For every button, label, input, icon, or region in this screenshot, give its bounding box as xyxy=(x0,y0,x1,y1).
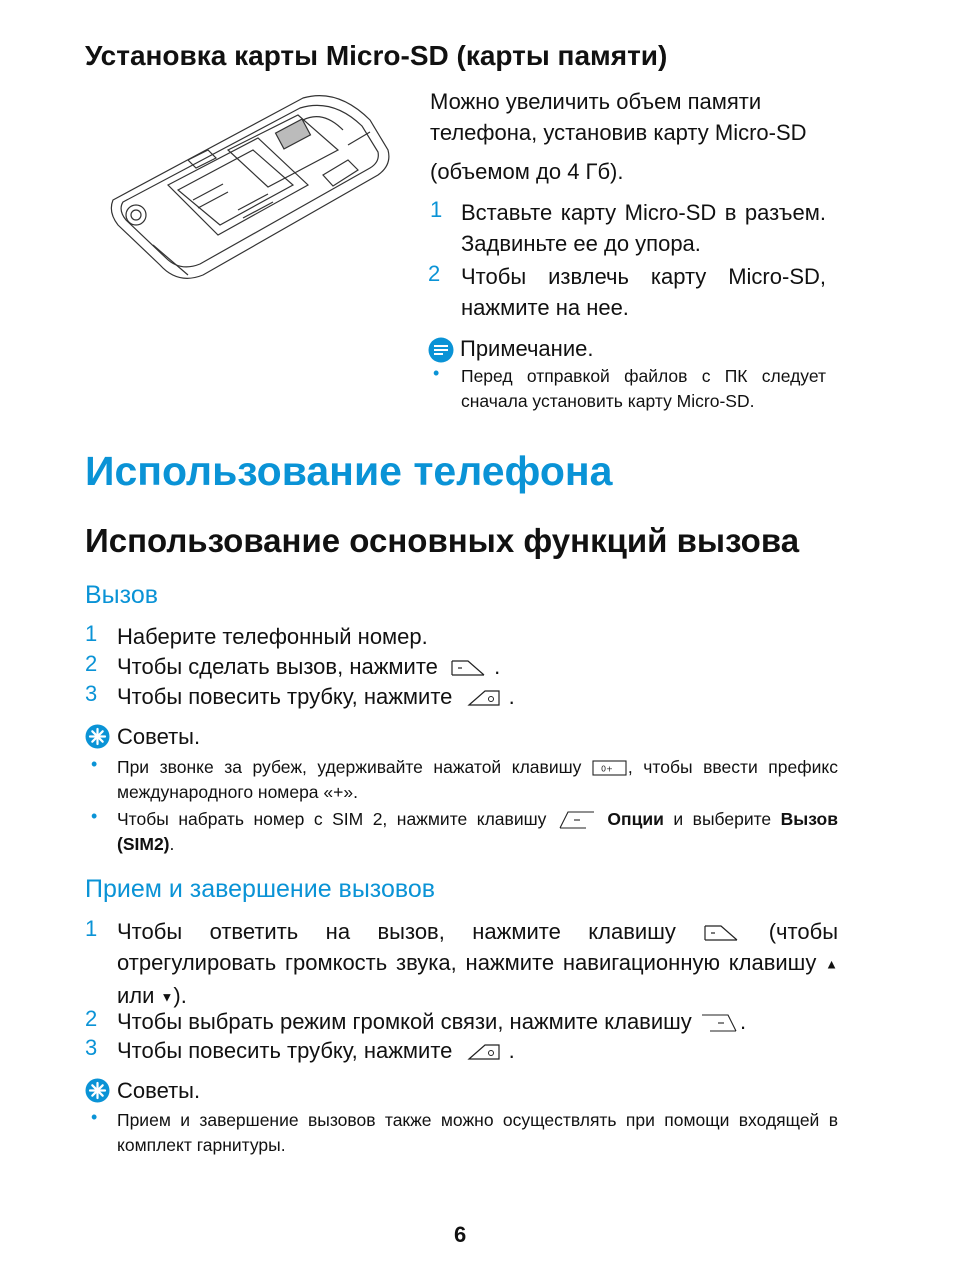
call-step-number: 2 xyxy=(85,651,98,676)
tip-text xyxy=(117,807,838,857)
call-step-number: 1 xyxy=(85,621,98,646)
page-number: 6 xyxy=(454,1222,467,1247)
sd-step-number: 1 xyxy=(430,197,443,222)
receive-step xyxy=(117,1035,515,1066)
receive-step-number: 2 xyxy=(85,1006,98,1031)
tip-text-part: Чтобы набрать номер с SIM 2, нажмите клавишу xyxy=(117,809,547,829)
receive-step-end: . xyxy=(508,1038,515,1063)
note-text: Перед отправкой файлов с ПК следует сначала установить карту Micro-SD. xyxy=(461,366,826,411)
receive-subtitle: Прием и завершение вызовов xyxy=(85,875,436,903)
tip-text-part: , чтобы ввести префикс международного номера «+». xyxy=(117,757,838,802)
bullet-icon: • xyxy=(91,754,98,774)
nav-down-icon: ▼ xyxy=(160,989,174,1005)
call-key-icon xyxy=(450,658,488,678)
tips-icon xyxy=(85,1078,110,1103)
nav-up-icon: ▲ xyxy=(825,956,838,972)
call-step-number: 3 xyxy=(85,681,98,706)
sd-intro-line3: (объемом до 4 Гб). xyxy=(430,159,624,184)
sd-step-number: 2 xyxy=(428,261,441,286)
receive-step xyxy=(117,916,838,1012)
receive-step xyxy=(117,1006,746,1037)
bullet-icon: • xyxy=(91,1107,98,1127)
zero-plus-key-icon xyxy=(592,759,628,777)
sd-intro-line2: телефона, установив карту Micro-SD xyxy=(430,120,807,145)
options-label: Опции xyxy=(607,809,664,829)
end-call-key-icon xyxy=(465,688,503,708)
receive-step-text: Чтобы выбрать режим громкой связи, нажмите клавишу xyxy=(117,1009,692,1034)
receive-step-text: ). xyxy=(173,982,187,1008)
tips-title: Советы. xyxy=(117,1078,201,1103)
receive-step-number: 1 xyxy=(85,916,98,941)
call-key-icon xyxy=(703,923,741,943)
call-step xyxy=(117,651,500,682)
receive-step-text: Чтобы повесить трубку, нажмите xyxy=(117,1038,453,1063)
call-sim2-label: Вызов (SIM2) xyxy=(117,809,838,854)
call-step xyxy=(117,681,515,712)
receive-step-text: или xyxy=(117,982,155,1008)
call-step-text: Чтобы повесить трубку, нажмите xyxy=(117,684,453,709)
bullet-icon: • xyxy=(433,363,440,383)
end-call-key-icon xyxy=(465,1042,503,1062)
tips-title: Советы. xyxy=(117,724,201,749)
call-step-end: . xyxy=(508,684,515,709)
sd-section-title: Установка карты Micro-SD (карты памяти) xyxy=(85,40,668,71)
tip-text-part: . xyxy=(169,834,175,854)
sd-intro-line1: Можно увеличить объем памяти xyxy=(430,89,762,114)
tip-text xyxy=(117,755,838,805)
tips-icon xyxy=(85,724,110,749)
left-softkey-icon xyxy=(556,810,598,830)
tip-text: Прием и завершение вызовов также можно осуществлять при помощи входящей в комплект гарнитуры. xyxy=(117,1110,838,1155)
tip-text-part: При звонке за рубеж, удерживайте нажатой клавишу xyxy=(117,757,582,777)
calls-section-title: Использование основных функций вызова xyxy=(85,522,800,559)
tip-text-part: и выберите xyxy=(673,809,772,829)
svg-text:0+: 0+ xyxy=(600,764,613,774)
receive-step-number: 3 xyxy=(85,1035,98,1060)
receive-step-end: . xyxy=(739,1009,747,1034)
sd-step-text: Чтобы извлечь карту Micro-SD, нажмите на нее. xyxy=(461,264,826,320)
call-step-end: . xyxy=(494,654,501,679)
right-softkey-icon xyxy=(698,1013,740,1033)
call-subtitle: Вызов xyxy=(85,581,159,609)
page-title: Использование телефона xyxy=(85,448,613,494)
note-icon xyxy=(428,337,454,363)
call-step-text: Чтобы сделать вызов, нажмите xyxy=(117,654,438,679)
call-step-text: Наберите телефонный номер. xyxy=(117,624,428,649)
receive-step-text: (чтобы отрегулировать громкость звука, нажмите навигационную клавишу xyxy=(117,919,838,975)
bullet-icon: • xyxy=(91,806,98,826)
sd-step-text: Вставьте карту Micro-SD в разъем. Задвиньте ее до упора. xyxy=(461,200,826,256)
receive-step-text: Чтобы ответить на вызов, нажмите клавишу xyxy=(117,919,676,944)
phone-sd-illustration xyxy=(108,90,393,285)
note-title: Примечание. xyxy=(460,336,594,361)
